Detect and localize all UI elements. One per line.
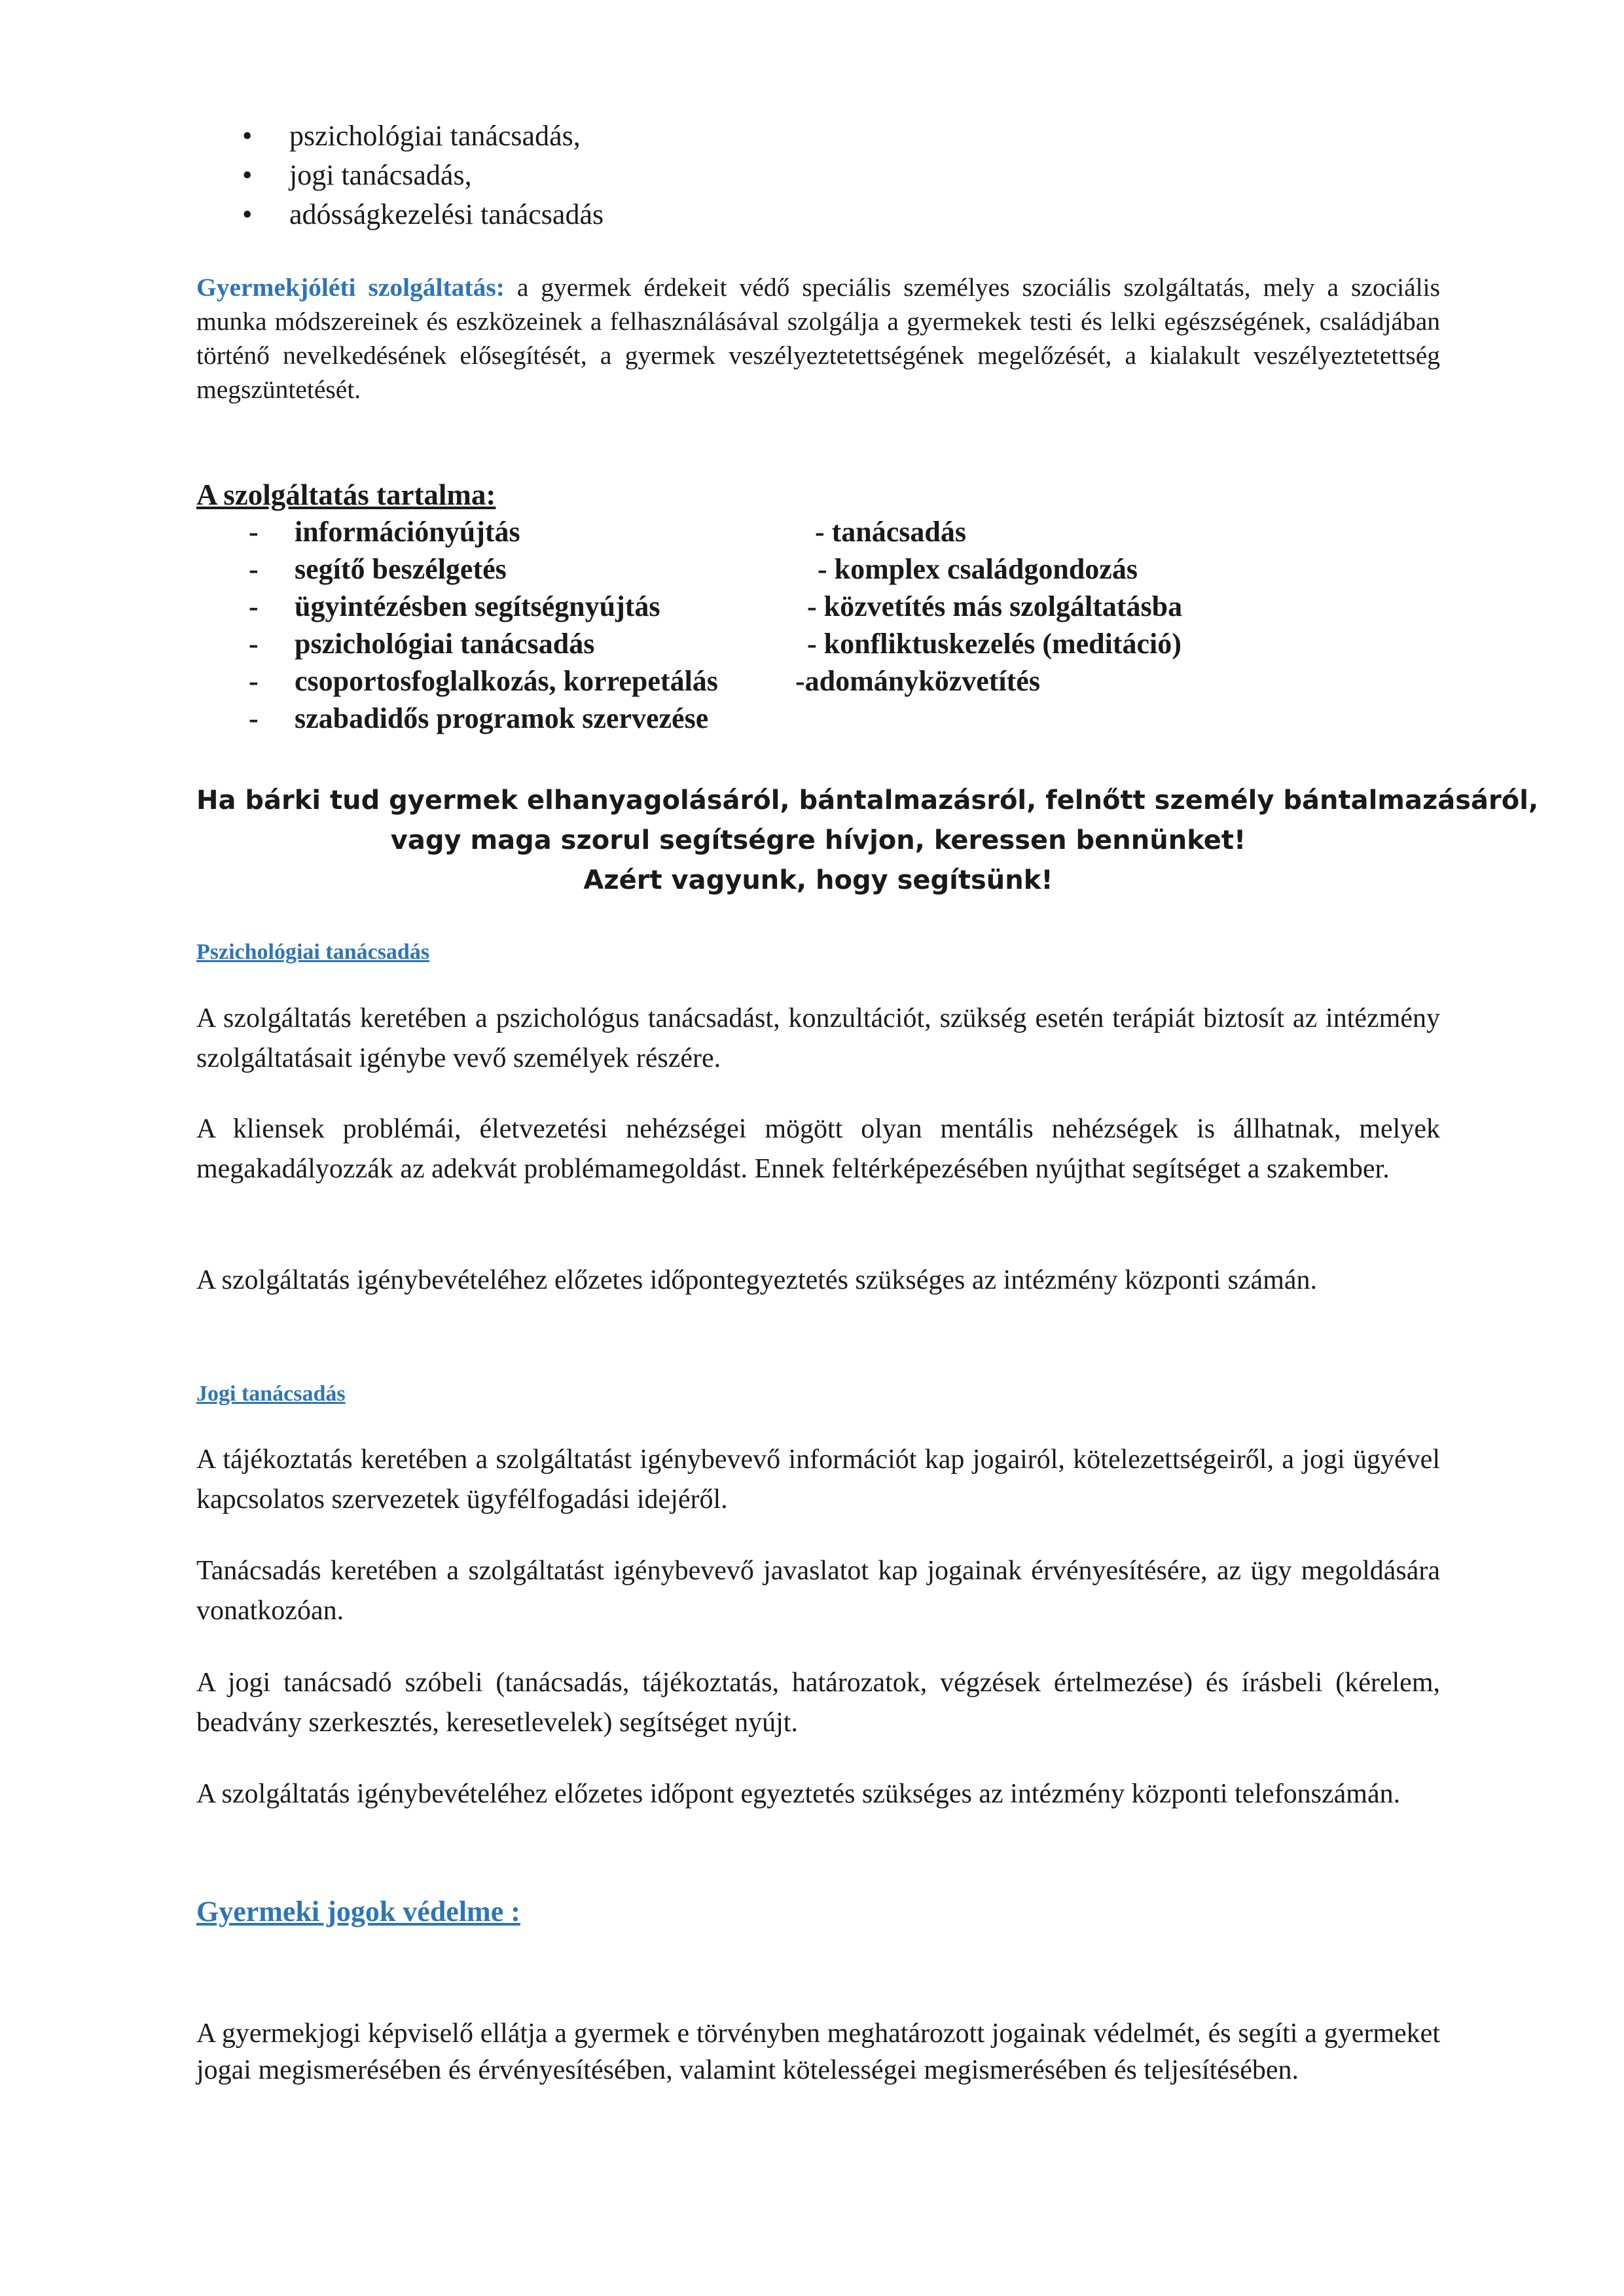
pszichologiai-heading: Pszichológiai tanácsadás [196, 940, 430, 964]
jogi-paragraph-2: Tanácsadás keretében a szolgáltatást igénybevevő javaslatot kap jogainak érvényesítésére, az ügy megoldására vonatkozóan. [196, 1556, 1440, 1626]
jogi-paragraph-4: A szolgáltatás igénybevételéhez előzetes időpont egyeztetés szükséges az intézmény központi telefonszámán. [196, 1779, 1401, 1809]
list-item: - szabadidős programok szervezése [249, 700, 718, 737]
list-item: - közvetítés más szolgáltatásba [807, 590, 1183, 622]
service-content-left-list [249, 513, 718, 737]
list-item: • adósságkezelési tanácsadás [236, 195, 604, 234]
list-item: -adományközvetítés [795, 665, 1040, 697]
list-item: • pszichológiai tanácsadás, [236, 117, 604, 156]
service-content-right-list [795, 513, 1183, 700]
gyermeki-jogok-paragraph: A gyermekjogi képviselő ellátja a gyermek e törvényben meghatározott jogainak védelmét, és segíti a gyermeket jogai megismerésében és érvényesítésében, valamint kötelességei megismerésében és teljesítésében. [196, 2018, 1440, 2085]
gyermekjoleti-lead: Gyermekjóléti szolgáltatás: [196, 273, 505, 302]
help-callout [196, 781, 1539, 901]
pszich-paragraph-2: A kliensek problémái, életvezetési nehézségei mögött olyan mentális nehézségek is állhatnak, melyek megakadályozzák az adekvát problémamegoldást. Ennek feltérképezésében nyújthat segítséget a szakember. [196, 1114, 1440, 1184]
list-item: - konfliktuskezelés (meditáció) [807, 628, 1182, 660]
list-item: - segítő beszélgetés [249, 550, 718, 588]
service-content-title: A szolgáltatás tartalma: [196, 478, 496, 511]
list-item: - komplex családgondozás [818, 553, 1138, 585]
jogi-paragraph-1: A tájékoztatás keretében a szolgáltatást igénybevevő információt kap jogairól, kötelezettségeiről, a jogi ügyével kapcsolatos szervezetek ügyfélfogadási idejéről. [196, 1444, 1440, 1515]
gyermekjoleti-text: a gyermek érdekeit védő speciális személyes szociális szolgáltatás, mely a szociális munka módszereinek és eszközeinek a felhasználásával szolgálja a gyermekek testi és lelki egészségének, családjában történő nevelkedésének elősegítését, a gyermek veszélyeztetettségének megelőzését, a kialakult veszélyeztetettség megszüntetését. [196, 273, 1440, 404]
callout-line: Ha bárki tud gyermek elhanyagolásáról, bántalmazásról, felnőtt személy bántalmazásáról, [196, 785, 1539, 816]
pszich-paragraph-1: A szolgáltatás keretében a pszichológus tanácsadást, konzultációt, szükség esetén terápiát biztosít az intézmény szolgáltatásait igénybe vevő személyek részére. [196, 1003, 1440, 1073]
gyermeki-jogok-heading: Gyermeki jogok védelme : [196, 1895, 520, 1928]
pszich-paragraph-3: A szolgáltatás igénybevételéhez előzetes időpontegyeztetés szükséges az intézmény központi számán. [196, 1265, 1318, 1295]
list-item: - csoportosfoglalkozás, korrepetálás [249, 662, 718, 700]
list-item: • jogi tanácsadás, [236, 156, 604, 195]
callout-line: vagy maga szorul segítségre hívjon, keressen bennünket! [390, 825, 1246, 855]
list-item: - ügyintézésben segítségnyújtás [249, 588, 718, 625]
jogi-heading: Jogi tanácsadás [196, 1382, 346, 1406]
callout-line: Azért vagyunk, hogy segítsünk! [583, 865, 1053, 895]
gyermekjoleti-paragraph [196, 270, 1440, 406]
list-item: - pszichológiai tanácsadás [249, 625, 718, 662]
service-bullet-list [236, 117, 604, 234]
list-item: - információnyújtás [249, 513, 718, 550]
jogi-paragraph-3: A jogi tanácsadó szóbeli (tanácsadás, tájékoztatás, határozatok, végzések értelmezése) és írásbeli (kérelem, beadvány szerkesztés, keresetlevelek) segítséget nyújt. [196, 1668, 1440, 1738]
list-item: - tanácsadás [815, 516, 967, 548]
